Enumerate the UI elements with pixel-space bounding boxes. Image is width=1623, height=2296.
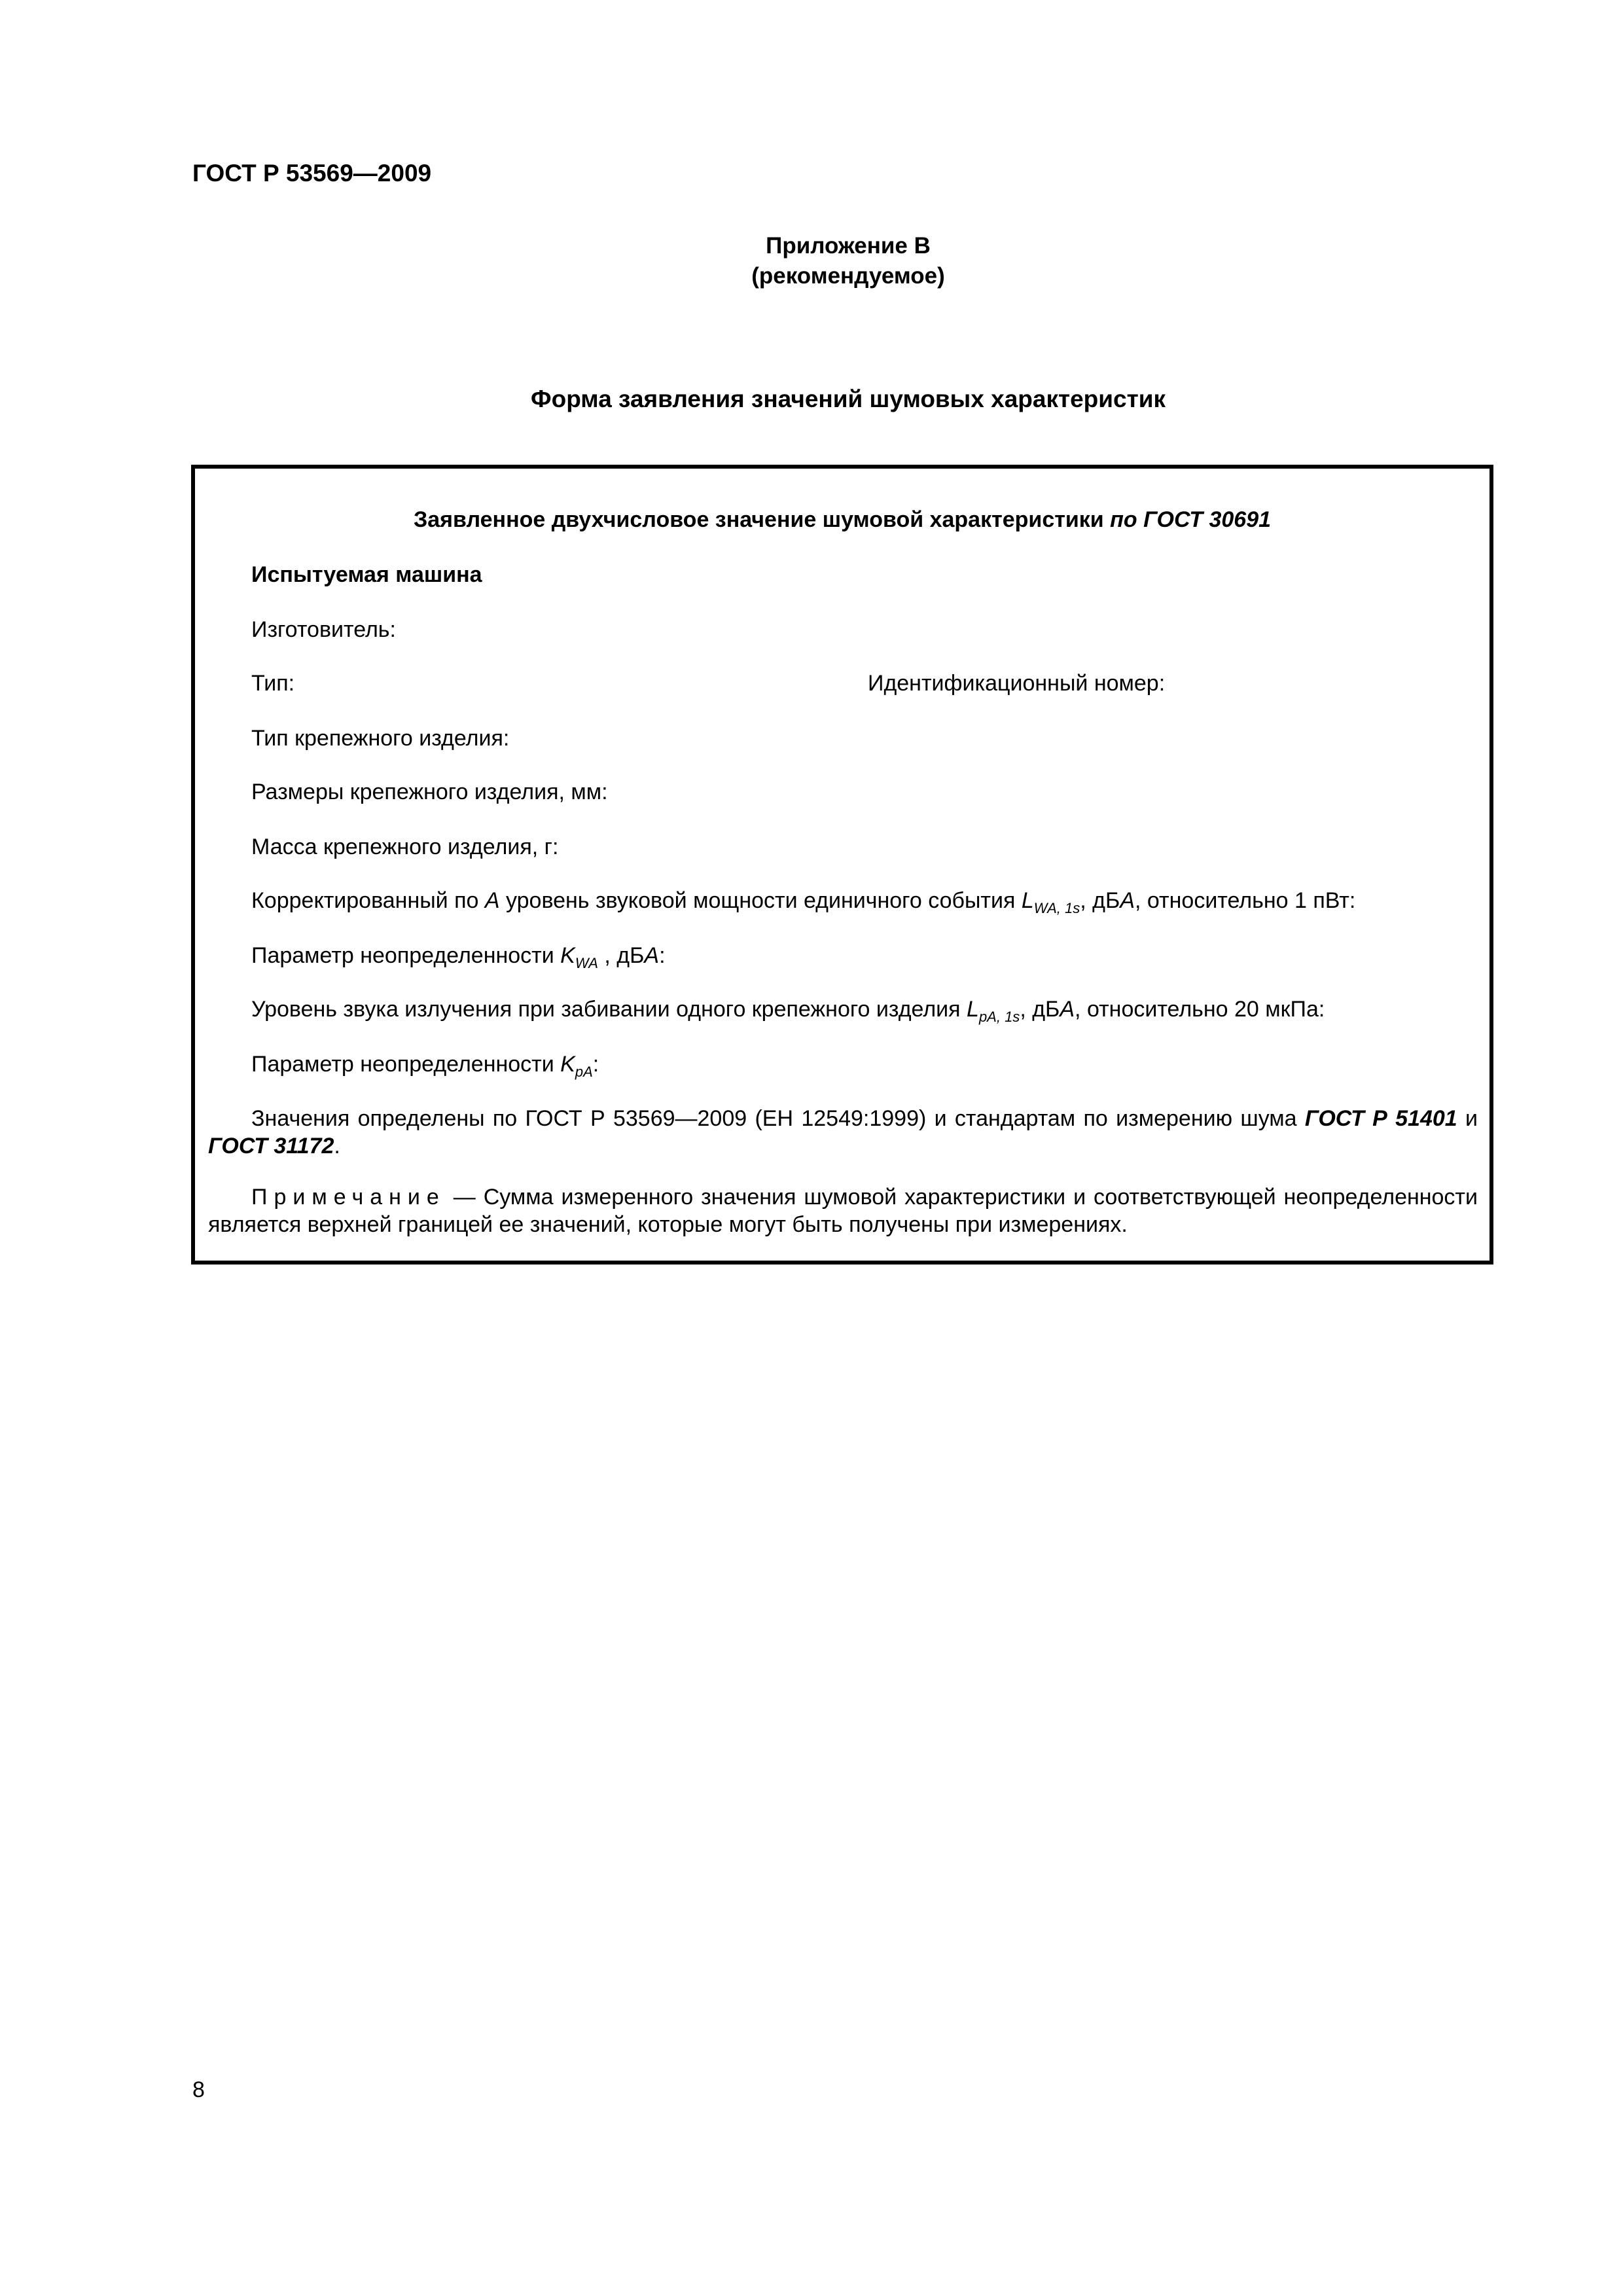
- document-header: ГОСТ Р 53569—2009: [192, 160, 432, 187]
- declaration-form-box: [191, 465, 1493, 1265]
- id-number-label: Идентификационный номер:: [868, 671, 1166, 696]
- values-text-2: и: [1457, 1106, 1478, 1131]
- emission-level-text-2: , дБ: [1020, 997, 1060, 1022]
- type-label: Тип:: [251, 671, 295, 696]
- values-text-3: .: [334, 1134, 340, 1158]
- uncertainty-wa-subscript: WA: [575, 955, 598, 971]
- uncertainty-pa-line: [251, 1051, 599, 1080]
- uncertainty-wa-text-3: :: [659, 943, 666, 968]
- uncertainty-wa-text-1: Параметр неопределенности: [251, 943, 561, 968]
- note-paragraph: [208, 1183, 1478, 1238]
- power-level-text-1: Корректированный по: [251, 888, 485, 913]
- fastener-size-label: Размеры крепежного изделия, мм:: [251, 780, 608, 804]
- uncertainty-wa-text-2: , дБ: [597, 943, 645, 968]
- uncertainty-pa-text-1: Параметр неопределенности: [251, 1052, 561, 1077]
- power-level-text-3: , дБ: [1080, 888, 1120, 913]
- form-heading-main: Заявленное двухчисловое значение шумовой характеристики: [413, 507, 1111, 532]
- note-label: Примечание: [251, 1185, 446, 1210]
- appendix-status: (рекомендуемое): [751, 263, 945, 289]
- uncertainty-wa-line: [251, 942, 666, 969]
- power-level-text-2: уровень звуковой мощности единичного события: [499, 888, 1022, 913]
- form-heading: [195, 507, 1489, 533]
- note-text: — Сумма измеренного значения шумовой характеристики и соответствующей неопределенности является верхней границей ее значений, которые могут быть получены при измерениях.: [208, 1185, 1478, 1237]
- values-text-1: Значения определены по ГОСТ Р 53569—2009 (ЕН 12549:1999) и стандартам по измерению шума: [251, 1106, 1305, 1131]
- uncertainty-wa-a: А: [644, 943, 660, 968]
- uncertainty-pa-subscript: pA: [575, 1064, 593, 1080]
- power-level-subscript: WA, 1s: [1033, 900, 1080, 916]
- values-ref-2: ГОСТ 31172: [208, 1134, 334, 1158]
- manufacturer-label: Изготовитель:: [251, 617, 396, 642]
- power-level-text-4: , относительно 1 пВт:: [1135, 888, 1356, 913]
- emission-level-text-3: , относительно 20 мкПа:: [1075, 997, 1325, 1022]
- uncertainty-pa-text-2: :: [592, 1052, 599, 1077]
- values-ref-1: ГОСТ Р 51401: [1304, 1106, 1457, 1131]
- emission-level-subscript: pA, 1s: [978, 1009, 1020, 1025]
- page-number: 8: [192, 2077, 205, 2102]
- sound-power-level-line: [251, 888, 1355, 914]
- uncertainty-wa-symbol: K: [560, 943, 575, 968]
- emission-level-a: А: [1060, 997, 1075, 1022]
- appendix-title: Приложение В: [766, 233, 931, 259]
- emission-level-line: [251, 996, 1325, 1025]
- power-level-symbol: L: [1021, 888, 1034, 913]
- emission-level-text-1: Уровень звука излучения при забивании одного крепежного изделия: [251, 997, 967, 1022]
- fastener-mass-label: Масса крепежного изделия, г:: [251, 834, 559, 859]
- form-title: Форма заявления значений шумовых характеристик: [531, 386, 1166, 412]
- power-level-a: А: [484, 888, 500, 913]
- power-level-a2: А: [1120, 888, 1135, 913]
- emission-level-symbol: L: [967, 997, 979, 1022]
- fastener-type-label: Тип крепежного изделия:: [251, 726, 510, 751]
- form-heading-ref: по ГОСТ 30691: [1110, 507, 1272, 532]
- values-paragraph: [208, 1105, 1478, 1160]
- machine-label: Испытуемая машина: [251, 562, 482, 587]
- uncertainty-pa-symbol: K: [560, 1052, 575, 1077]
